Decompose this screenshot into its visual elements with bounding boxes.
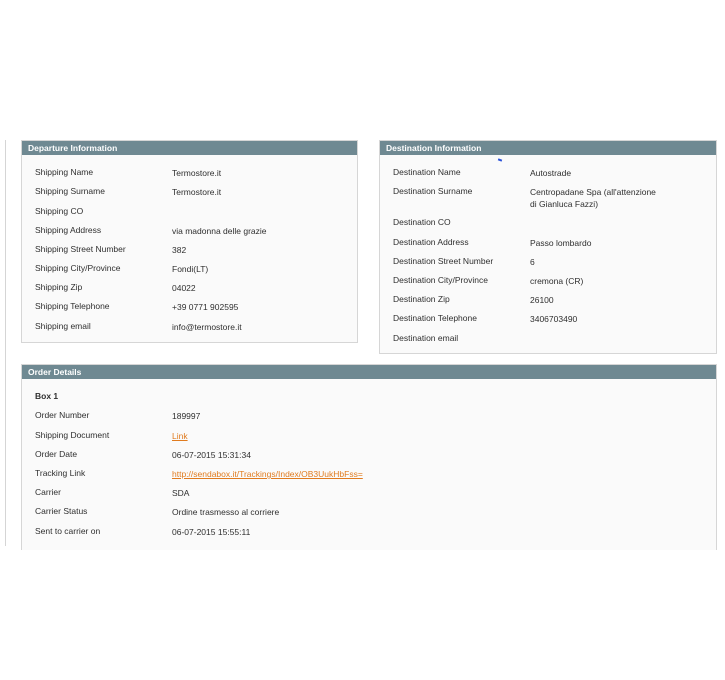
destination-zip-value: 26100 bbox=[530, 295, 554, 305]
destination-email-label: Destination email bbox=[393, 333, 459, 343]
destination-name-label: Destination Name bbox=[393, 167, 461, 177]
shipping-telephone-value: +39 0771 902595 bbox=[172, 302, 239, 312]
order-date-label: Order Date bbox=[35, 449, 78, 459]
departure-info-header: Departure Information bbox=[22, 141, 357, 155]
shipping-name-label: Shipping Name bbox=[35, 167, 94, 177]
sent-to-carrier-label: Sent to carrier on bbox=[35, 526, 101, 536]
order-number-value: 189997 bbox=[172, 411, 201, 421]
destination-info-panel bbox=[379, 140, 717, 354]
destination-surname-line1: Centropadane Spa (all'attenzione bbox=[530, 187, 656, 197]
destination-city-value: cremona (CR) bbox=[530, 276, 584, 286]
tracking-link-label: Tracking Link bbox=[35, 468, 86, 478]
sent-to-carrier-value: 06-07-2015 15:55:11 bbox=[172, 527, 251, 537]
order-details-header: Order Details bbox=[22, 365, 716, 379]
carrier-status-value: Ordine trasmesso al corriere bbox=[172, 507, 280, 517]
destination-zip-label: Destination Zip bbox=[393, 294, 450, 304]
order-number-label: Order Number bbox=[35, 410, 90, 420]
shipping-name-value: Termostore.it bbox=[172, 168, 222, 178]
destination-telephone-value: 3406703490 bbox=[530, 314, 578, 324]
departure-info-panel bbox=[21, 140, 358, 343]
destination-surname-line2: di Gianluca Fazzi) bbox=[530, 199, 599, 209]
shipping-document-label: Shipping Document bbox=[35, 430, 110, 440]
shipping-city-value: Fondi(LT) bbox=[172, 264, 209, 274]
box-title: Box 1 bbox=[35, 391, 59, 401]
order-date-value: 06-07-2015 15:31:34 bbox=[172, 450, 251, 460]
shipping-address-value: via madonna delle grazie bbox=[172, 226, 267, 236]
carrier-value: SDA bbox=[172, 488, 190, 498]
destination-address-value: Passo lombardo bbox=[530, 238, 592, 248]
shipping-street-number-value: 382 bbox=[172, 245, 187, 255]
destination-street-number-value: 6 bbox=[530, 257, 535, 267]
shipping-email-value: info@termostore.it bbox=[172, 322, 242, 332]
left-panel-edge bbox=[0, 140, 6, 546]
destination-street-number-label: Destination Street Number bbox=[393, 256, 494, 266]
destination-surname-label: Destination Surname bbox=[393, 186, 473, 196]
carrier-status-label: Carrier Status bbox=[35, 506, 88, 516]
shipping-street-number-label: Shipping Street Number bbox=[35, 244, 126, 254]
shipping-document-link[interactable]: Link bbox=[172, 431, 188, 441]
shipping-email-label: Shipping email bbox=[35, 321, 91, 331]
shipping-zip-value: 04022 bbox=[172, 283, 196, 293]
destination-name-value: Autostrade bbox=[530, 168, 572, 178]
destination-city-label: Destination City/Province bbox=[393, 275, 488, 285]
destination-info-header: Destination Information bbox=[380, 141, 716, 155]
shipping-zip-label: Shipping Zip bbox=[35, 282, 83, 292]
shipping-surname-label: Shipping Surname bbox=[35, 186, 105, 196]
destination-telephone-label: Destination Telephone bbox=[393, 313, 477, 323]
shipping-surname-value: Termostore.it bbox=[172, 187, 222, 197]
shipping-city-label: Shipping City/Province bbox=[35, 263, 121, 273]
order-details-panel bbox=[21, 364, 717, 550]
destination-surname-value bbox=[530, 186, 656, 210]
shipping-telephone-label: Shipping Telephone bbox=[35, 301, 110, 311]
tracking-link[interactable]: http://sendabox.it/Trackings/Index/OB3UukHbFss= bbox=[172, 469, 363, 479]
destination-co-label: Destination CO bbox=[393, 217, 451, 227]
shipping-co-label: Shipping CO bbox=[35, 206, 84, 216]
carrier-label: Carrier bbox=[35, 487, 61, 497]
destination-address-label: Destination Address bbox=[393, 237, 469, 247]
shipping-address-label: Shipping Address bbox=[35, 225, 102, 235]
